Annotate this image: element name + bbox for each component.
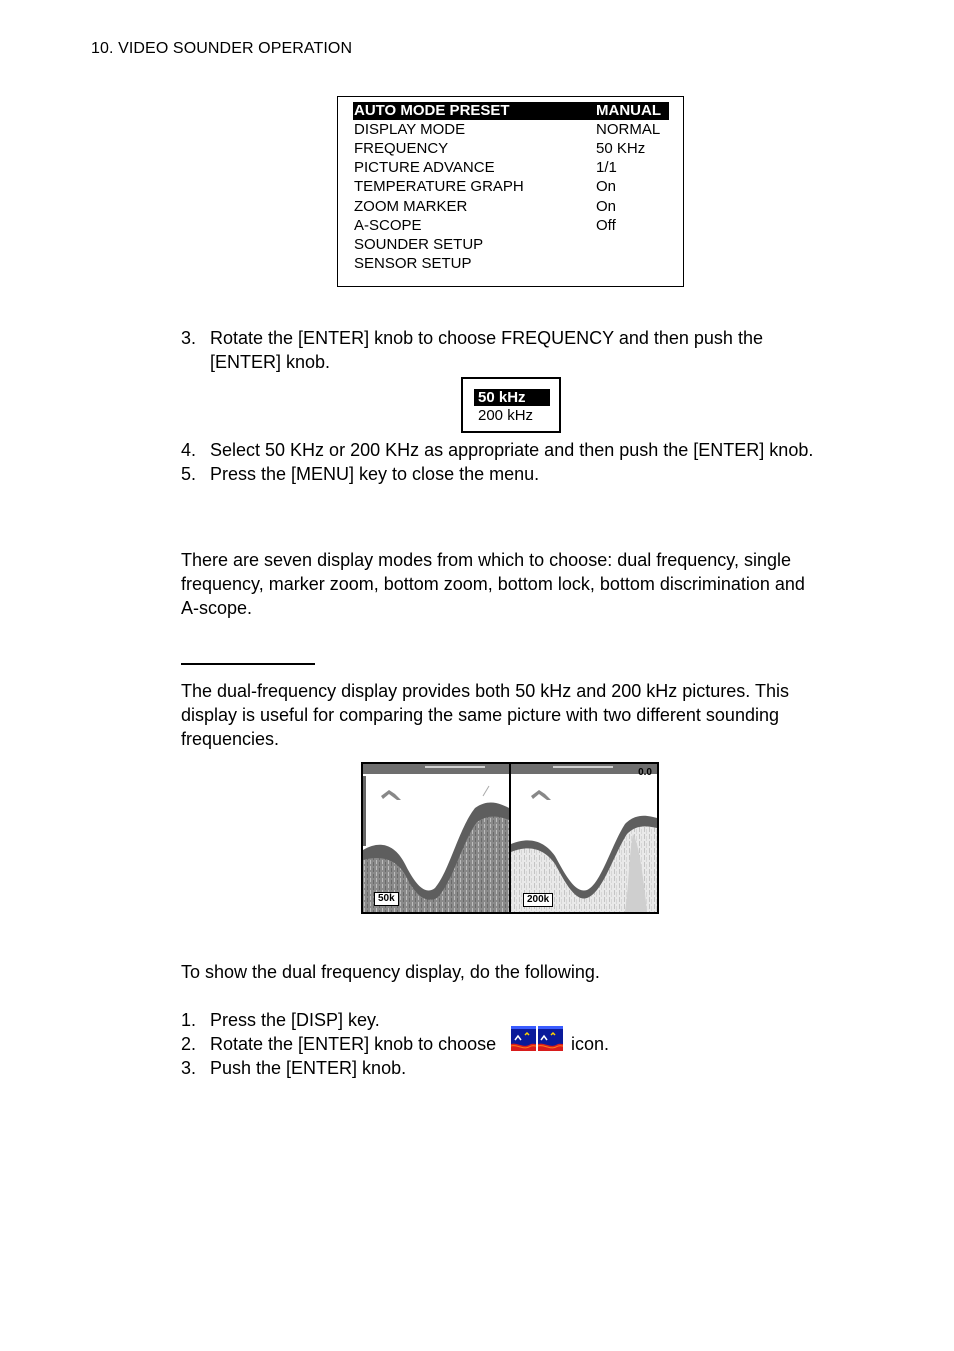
menu-row-display-mode[interactable] — [353, 121, 669, 139]
frequency-tag-200k: 200k — [523, 893, 553, 907]
step-number: 4. — [181, 440, 197, 460]
frequency-option[interactable]: 200 kHz — [478, 407, 534, 424]
menu-row-value: 1/1 — [596, 159, 617, 176]
menu-row-value: Off — [596, 217, 616, 234]
menu-row-label: DISPLAY MODE — [354, 121, 466, 138]
step-text: Press the [DISP] key. — [210, 1010, 380, 1030]
step-text-suffix: icon. — [571, 1034, 610, 1054]
step-text: Press the [MENU] key to close the menu. — [210, 464, 540, 484]
menu-row-temperature-graph[interactable] — [353, 178, 669, 196]
depth-readout: 0.0 — [638, 767, 652, 778]
menu-row-auto-mode-preset[interactable] — [353, 102, 669, 120]
menu-row-label: PICTURE ADVANCE — [354, 159, 495, 176]
page-header: 10. VIDEO SOUNDER OPERATION — [91, 40, 353, 57]
menu-row-value: NORMAL — [596, 121, 661, 138]
instruction-intro: To show the dual frequency display, do the following. — [181, 962, 600, 982]
menu-row-value: On — [596, 198, 617, 215]
menu-row-picture-advance[interactable] — [353, 159, 669, 177]
menu-row-label: SOUNDER SETUP — [354, 236, 484, 253]
menu-row-label: SENSOR SETUP — [354, 255, 472, 272]
step-number: 2. — [181, 1034, 197, 1054]
step-text: Rotate the [ENTER] knob to choose — [210, 1034, 497, 1054]
section-underline — [181, 663, 315, 665]
menu-row-value: On — [596, 178, 617, 195]
menu-row-label: FREQUENCY — [354, 140, 449, 157]
menu-row-a-scope[interactable] — [353, 217, 669, 235]
menu-row-label: AUTO MODE PRESET — [354, 102, 510, 119]
intro-paragraph-line: frequency, marker zoom, bottom zoom, bottom lock, bottom discrimination and — [181, 574, 805, 594]
sounder-menu — [337, 96, 684, 287]
menu-row-value: 50 KHz — [596, 140, 646, 157]
dual-frequency-echogram — [361, 762, 659, 914]
dual-paragraph-line: The dual-frequency display provides both 50 kHz and 200 kHz pictures. This — [181, 681, 789, 701]
step-number: 3. — [181, 328, 197, 348]
echogram-graphic — [363, 764, 657, 912]
frequency-tag-50k: 50k — [374, 892, 399, 906]
option-label: 50 kHz — [478, 389, 526, 406]
intro-paragraph-line: A-scope. — [181, 598, 253, 618]
step-text: Rotate the [ENTER] knob to choose FREQUENCY and then push the — [210, 328, 763, 348]
menu-row-value: MANUAL — [596, 102, 661, 119]
dual-frequency-display-icon — [511, 1026, 563, 1051]
menu-row-sounder-setup[interactable] — [353, 236, 669, 254]
dual-paragraph-line: frequencies. — [181, 729, 280, 749]
step-number: 5. — [181, 464, 197, 484]
step-text: Push the [ENTER] knob. — [210, 1058, 407, 1078]
dual-paragraph-line: display is useful for comparing the same picture with two different sounding — [181, 705, 779, 725]
menu-row-label: A-SCOPE — [354, 217, 422, 234]
menu-row-label: ZOOM MARKER — [354, 198, 468, 215]
menu-row-frequency[interactable] — [353, 140, 669, 158]
step-text: [ENTER] knob. — [210, 352, 331, 372]
frequency-option-selected[interactable] — [474, 389, 550, 406]
step-number: 1. — [181, 1010, 197, 1030]
menu-row-label: TEMPERATURE GRAPH — [354, 178, 524, 195]
intro-paragraph-line: There are seven display modes from which to choose: dual frequency, single — [181, 550, 791, 570]
step-text: Select 50 KHz or 200 KHz as appropriate and then push the [ENTER] knob. — [210, 440, 814, 460]
menu-row-sensor-setup[interactable] — [353, 255, 669, 273]
frequency-popup — [461, 377, 561, 433]
step-number: 3. — [181, 1058, 197, 1078]
menu-row-zoom-marker[interactable] — [353, 198, 669, 216]
